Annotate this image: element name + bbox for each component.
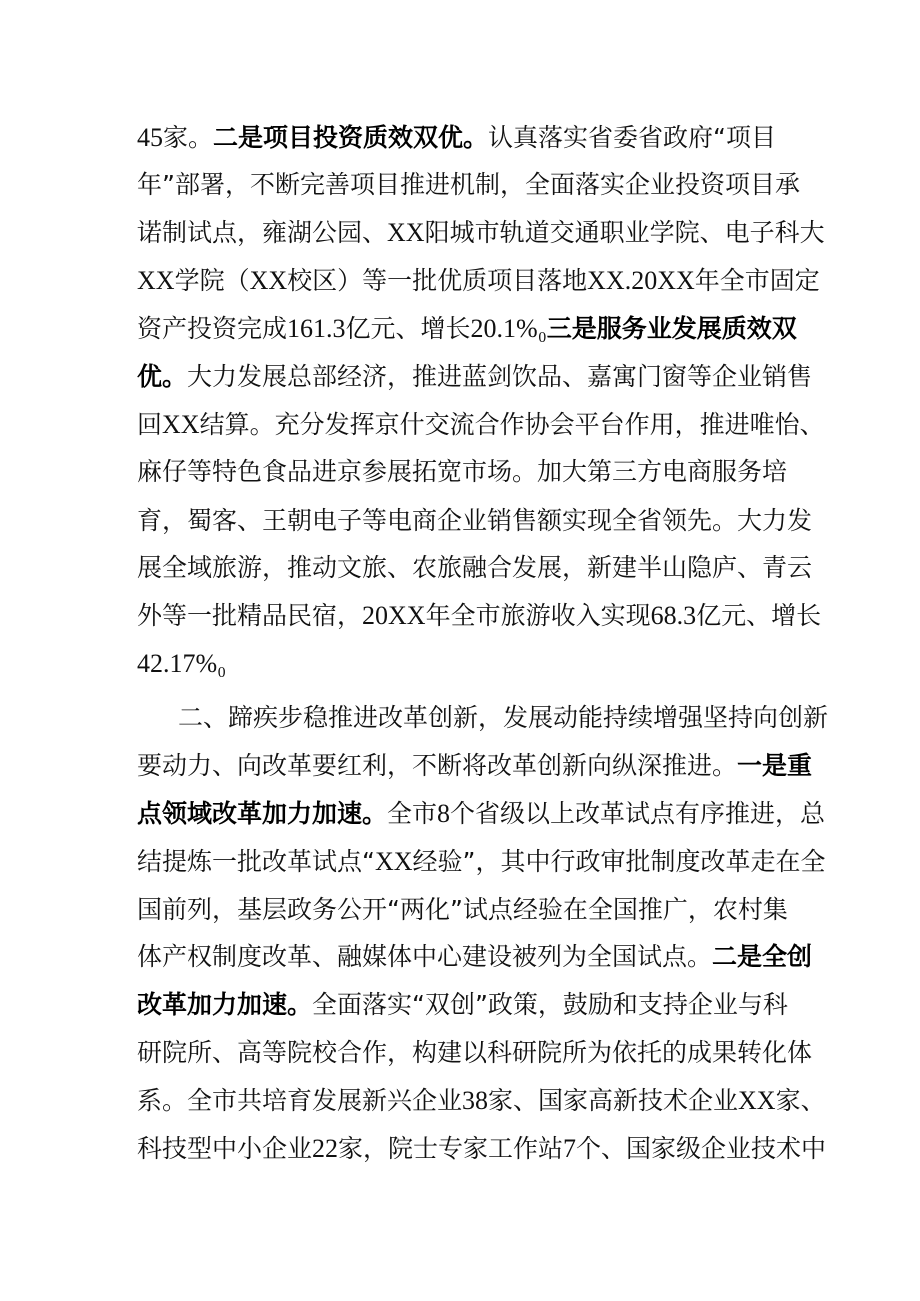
text-run: 年”部署，不断完善项目推进机制，全面落实企业投资项目承	[137, 170, 800, 199]
text-run: ₀	[537, 314, 547, 343]
text-run: 大力发展总部经济，推进蓝剑饮品、嘉寓门窗等企业销售	[187, 362, 813, 391]
text-line	[137, 942, 812, 972]
text-run: 亿元、增长	[345, 314, 471, 343]
text-run: XX	[738, 1086, 776, 1115]
text-run: 国前列，基层政务公开“两化”试点经验在全国推广，农村集	[137, 895, 788, 924]
text-run: 结算。充分发挥京什交流合作协会平台作用，推进唯怡、	[199, 410, 825, 439]
text-line	[137, 266, 820, 296]
text-run: 学院（	[174, 266, 250, 295]
text-run: 68.3	[650, 601, 697, 630]
text-run: 45	[137, 123, 163, 152]
text-line	[178, 703, 828, 733]
text-line	[137, 847, 825, 877]
text-run: 161.3	[287, 314, 346, 343]
text-run: 家。	[163, 123, 214, 152]
text-run: 体产权制度改革、融媒体中心建设被列为全国试点。	[137, 942, 713, 971]
bold-heading-run: 改革加力加速。	[137, 990, 313, 1019]
text-run: 7	[563, 1134, 577, 1163]
text-run: 42.17%₀	[137, 649, 227, 678]
text-line	[137, 553, 812, 583]
text-run: 家、	[775, 1086, 826, 1115]
text-run: 回	[137, 410, 163, 439]
text-line	[137, 506, 812, 536]
text-run: 全市	[387, 799, 438, 828]
text-run: 家、国家高新技术企业	[488, 1086, 739, 1115]
bold-heading-run: 点领域改革加力加速。	[137, 799, 388, 828]
text-line	[137, 649, 226, 679]
text-run: 系。全市共培育发展新兴企业	[137, 1086, 463, 1115]
text-run: 科技型中小企业	[137, 1134, 313, 1163]
text-line	[137, 1038, 812, 1068]
text-run: 二、蹄疾步稳推进改革创新，发展动能持续增强坚持向创新	[178, 703, 829, 732]
text-line	[137, 170, 800, 200]
text-line	[137, 1134, 826, 1164]
text-line	[137, 1086, 826, 1116]
text-line	[137, 218, 825, 248]
text-run: XX	[387, 218, 425, 247]
text-line	[137, 895, 788, 925]
text-run: 结提炼一批改革试点“	[137, 847, 375, 876]
text-run: 家，院士专家工作站	[338, 1134, 564, 1163]
text-line	[137, 410, 825, 440]
bold-heading-run: 二是全创	[712, 942, 813, 971]
text-run: 认真落实省委省政府“项目	[488, 123, 776, 152]
text-line	[137, 799, 825, 829]
text-line	[137, 990, 788, 1020]
text-line	[137, 314, 797, 344]
text-run: 个省级以上改革试点有序推进，总	[450, 799, 826, 828]
text-line	[137, 123, 776, 153]
text-run: 8	[437, 799, 451, 828]
text-run: 外等一批精品民宿，	[137, 601, 363, 630]
text-run: XX	[137, 266, 175, 295]
text-run: 全面落实“双创”政策，鼓励和支持企业与科	[312, 990, 788, 1019]
text-run: 20.1%	[470, 314, 538, 343]
text-run: 22	[312, 1134, 339, 1163]
text-run: 校区）等一批优质项目落地	[287, 266, 588, 295]
text-run: 年全市旅游收入实现	[425, 601, 651, 630]
text-run: 个、国家级企业技术中	[576, 1134, 827, 1163]
bold-heading-run: 三是服务业发展质效双	[546, 314, 797, 343]
bold-heading-run: 二是项目投资质效双优。	[213, 123, 489, 152]
bold-heading-run: 优。	[137, 362, 188, 391]
text-line	[137, 751, 812, 781]
text-line	[137, 601, 821, 631]
text-run: 20XX	[362, 601, 426, 630]
text-run: 年全市固定	[694, 266, 820, 295]
text-run: 麻仔等特色食品进京参展拓宽市场。加大第三方电商服务培	[137, 457, 788, 486]
text-run: 研院所、高等院校合作，构建以科研院所为依托的成果转化体	[137, 1038, 813, 1067]
text-run: 亿元、增长	[696, 601, 822, 630]
text-run: 展全域旅游，推动文旅、农旅融合发展，新建半山隐庐、青云	[137, 553, 813, 582]
text-run: 阳城市轨道交通职业学院、电子科大	[424, 218, 825, 247]
text-run: XX	[162, 410, 200, 439]
text-line	[137, 362, 812, 392]
text-line	[137, 457, 787, 487]
text-run: 38	[462, 1086, 489, 1115]
text-run: 育，蜀客、王朝电子等电商企业销售额实现全省领先。大力发	[137, 506, 813, 535]
text-run: 要动力、向改革要红利，不断将改革创新向纵深推进。	[137, 751, 738, 780]
text-run: 经验”，其中行政审批制度改革走在全	[412, 847, 826, 876]
text-run: XX	[374, 847, 413, 876]
text-run: XX.20XX	[587, 266, 695, 295]
text-run: XX	[249, 266, 288, 295]
bold-heading-run: 一是重	[737, 751, 813, 780]
text-run: 诺制试点，雍湖公园、	[137, 218, 388, 247]
text-run: 资产投资完成	[137, 314, 288, 343]
